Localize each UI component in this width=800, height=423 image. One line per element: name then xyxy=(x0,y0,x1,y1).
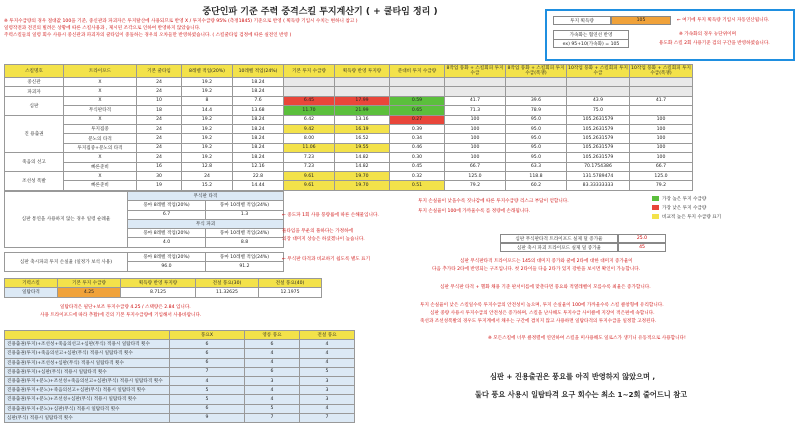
cell: 39.6 xyxy=(506,96,567,105)
cell: 66.7 xyxy=(630,162,693,171)
cell: 진용출권(투지)+조선성+심판(무식) 적용시 일탐타격 횟수 xyxy=(5,358,170,367)
cell: 43.9 xyxy=(567,96,630,105)
legend-item xyxy=(652,196,721,202)
cell: 0.34 xyxy=(390,134,445,143)
cell: 100 xyxy=(445,115,506,124)
col-header: 10작업 풍화 + 스킬회피 투지 수급(폭쟁) xyxy=(631,66,691,76)
cell: 63.3 xyxy=(506,162,567,171)
note-line: 일령작전과 전진의 빌려온 상황에 따른 스킬사용과 , 제시된 조각으로 인하여 반영하지 않았습니다. xyxy=(4,26,201,31)
col-header: 전설 풍요(30) xyxy=(196,279,259,288)
cool-table xyxy=(4,278,322,298)
cell: 19.2 xyxy=(182,78,233,87)
cell: 95.0 xyxy=(506,143,567,152)
sim2-note: ← 무식판 타격과 비교하기 쉽도록 별도 표기 xyxy=(282,257,371,262)
cell xyxy=(284,78,335,87)
cell: 24 xyxy=(137,87,182,96)
cell: 6 xyxy=(170,358,245,367)
col-header: 영롱 풍요 xyxy=(245,331,300,340)
col-header xyxy=(5,331,170,340)
sub-header: 무식 파괴 xyxy=(128,219,284,228)
cell: 24 xyxy=(137,143,182,152)
cell: 105.2631579 xyxy=(567,124,630,133)
cell xyxy=(506,78,567,87)
cell: 78.9 xyxy=(506,106,567,115)
cell: 6 xyxy=(245,367,300,376)
cell: 100 xyxy=(445,143,506,152)
cell: 100 xyxy=(445,124,506,133)
cell: 16.19 xyxy=(335,124,390,133)
col-header: 기력스킬 xyxy=(5,279,58,288)
cell: 13.68 xyxy=(233,106,284,115)
cell: 8 xyxy=(182,96,233,105)
sub-header: 풍마 8레벨 적업(20%) xyxy=(128,253,206,262)
right-note: 투지 손실율이 낮은 스킬일수록 투지수급의 안전성이 높으며, 투지 손실율이 100에 가까울수록 스킬 클창형에 유리합니다. xyxy=(420,303,664,308)
gain-arrow-note: ← 여기에 투지 획득량 기입시 자동연산됩니다. xyxy=(677,18,770,23)
col-header: 전설 풍요(40) xyxy=(259,279,322,288)
cell: 24 xyxy=(182,171,233,180)
right-note: 심판 무식판 타격 + 헬화 채용 기준 판서이를에 맞춘다면 풍요와 적열레벨이 모를수록 최율은 증가합니다. xyxy=(440,285,651,290)
cell: 66.7 xyxy=(445,162,506,171)
cell xyxy=(630,106,693,115)
cell: 4 xyxy=(300,349,355,358)
loss-label: 심판 통연을 사용하지 않는 경우 일령 순례율 xyxy=(5,192,128,248)
loss-value: 4.0 xyxy=(128,238,206,247)
cell: 19.70 xyxy=(335,181,390,190)
col-header: 8작업 풍화 + 스킬회피 투지 수급(폭쟁) xyxy=(507,66,565,76)
cell: 8.7125 xyxy=(121,288,196,297)
cell: 5 xyxy=(170,395,245,404)
page-title: 중단인파 기준 주력 중격스킬 투지계산기 ( + 쿨타임 정리 ) xyxy=(202,7,438,17)
cool-note: 사용 트라이포드에 따라 추활(에 긴의 기본 투지수급량에 기입해서 사용바랍니다. xyxy=(40,313,202,318)
cell: 4 xyxy=(170,376,245,385)
cell: 100 xyxy=(630,134,693,143)
loss-value: 6.7 xyxy=(128,210,206,219)
right-note: 심판 무식판타격 트라이포드는 145의 대미지 증가와 쿨에 2타에 대한 대미지 증가율이 xyxy=(460,259,633,264)
cell: 100 xyxy=(630,143,693,152)
cell: 95.0 xyxy=(506,153,567,162)
cell: 19.2 xyxy=(182,134,233,143)
cell xyxy=(284,87,335,96)
cell: 분노의 타격 xyxy=(64,134,137,143)
dmg-value-1: 25.0 xyxy=(618,234,666,243)
note-line: 주력스킬들의 일령 회수 사용시 중신관과 파괴자의 쿨타임이 중돌하는 경우의 오차들만 반영하였습니다. ( 스킬쿨타임 검정에 따른 실전인 반영 ) xyxy=(4,33,292,38)
cell: 79.2 xyxy=(445,181,506,190)
right-note: 다음 추가타 2타에 반영되는 구조입니다. 첫 2타이들 다음 2타가 있지 강한을 보시면 확인이 가능합니다. xyxy=(432,267,641,272)
cell xyxy=(445,78,506,87)
summary-line-2: 둘다 풍요 사용시 일탐타격 요구 회수는 최소 1~2회 줄어드니 참고 xyxy=(475,390,688,399)
right-note: 죽선과 조선성폭발의 경우도 투지계에서 채우는 구간에 겹치지 않고 사용하면 일탐타격의 투지수급을 일정할 고정된다. xyxy=(420,319,657,324)
cell: 70.1754386 xyxy=(567,162,630,171)
loss-label: 심판 축시파괴 투지 손실율 (일정가 보석 사용) xyxy=(5,253,128,272)
cell: 빠른준비 xyxy=(64,181,137,190)
cell: 24 xyxy=(137,115,182,124)
col-header: 8레벨 적업(20%) xyxy=(182,65,233,78)
cell: 4 xyxy=(245,395,300,404)
table-row xyxy=(5,171,693,180)
cell: 0.51 xyxy=(390,181,445,190)
cell: 진용출권(투지)+조선성+죽음의선고+심판(무식) 적용시 일탐타격 횟수 xyxy=(5,340,170,349)
loss-table xyxy=(4,191,284,248)
cell: 0.46 xyxy=(390,143,445,152)
cell: 18.24 xyxy=(233,124,284,133)
gain-label: 투지 획득량 xyxy=(553,16,611,25)
table-row xyxy=(5,376,355,385)
cell: 9 xyxy=(170,413,245,422)
cell: 투지집중+분노의 타격 xyxy=(64,143,137,152)
cell xyxy=(390,87,445,96)
skill-name: 조선성 폭발 xyxy=(5,171,64,190)
loss-value: 91.2 xyxy=(206,262,284,271)
table-row xyxy=(5,87,693,96)
cell: 41.7 xyxy=(445,96,506,105)
legend-label: 비교적 높은 투지 수급량 표기 xyxy=(662,215,722,220)
cell: 일탐타격 xyxy=(5,288,58,297)
cell: 12.8 xyxy=(182,162,233,171)
col-header: 기본 투지 수급량 xyxy=(284,65,335,78)
cell: 3 xyxy=(245,376,300,385)
right-note: ※ 모든스킬에 너무 클정렬에 연연하여 스킬을 미사용해도 일로스가 생기니 유동적으로 사용합니다! xyxy=(488,336,686,341)
table-header-row xyxy=(5,65,693,78)
cell: 9.61 xyxy=(284,181,335,190)
cell: 95.0 xyxy=(506,115,567,124)
cell: 7.23 xyxy=(284,153,335,162)
skill-name: 심판 xyxy=(5,96,64,115)
cell: 11.32625 xyxy=(196,288,259,297)
cell: 18.24 xyxy=(233,134,284,143)
cell: 24 xyxy=(137,124,182,133)
cell: 17.99 xyxy=(335,96,390,105)
input-panel xyxy=(545,9,795,61)
dmg-label-1: 심판 무식판타격 트라이포드 실제 딜 증가율 xyxy=(500,234,618,243)
cell: 125.0 xyxy=(630,171,693,180)
cell: X xyxy=(64,171,137,180)
cell: 3 xyxy=(300,386,355,395)
table-row xyxy=(5,349,355,358)
table-row xyxy=(5,386,355,395)
cell: 11.06 xyxy=(284,143,335,152)
cell xyxy=(630,78,693,87)
cell xyxy=(335,87,390,96)
cell: 24 xyxy=(137,134,182,143)
cell xyxy=(506,87,567,96)
cell: 18.24 xyxy=(233,78,284,87)
cell xyxy=(567,87,630,96)
skill-table xyxy=(4,64,693,191)
cell: 심판(무식) 적용시 일탐타격 횟수 xyxy=(5,413,170,422)
table-row xyxy=(5,340,355,349)
table-row xyxy=(5,367,355,376)
cell xyxy=(567,78,630,87)
cell xyxy=(630,87,693,96)
cell: 18 xyxy=(137,106,182,115)
cell: 71.3 xyxy=(445,106,506,115)
legend-label: 가장 낮은 투지 수급량 xyxy=(662,206,707,211)
cell: 6 xyxy=(170,340,245,349)
col-header: 분대비 투지 수급량 xyxy=(390,65,445,78)
cell: 진용출권(투지)+죽음의선고+심판(무식) 적용시 일탐타격 횟수 xyxy=(5,349,170,358)
col-header: 10작업 풍화 + 스킬회피 투지 수급 xyxy=(568,66,628,76)
calc-formula: ex) 95+10(가속화) = 105 xyxy=(553,39,629,48)
cell: 95.0 xyxy=(506,134,567,143)
table-row xyxy=(5,78,693,87)
sub-header: 풍마 10레벨 적업(24%) xyxy=(206,253,284,262)
table-row xyxy=(5,106,693,115)
cell: 6.42 xyxy=(284,115,335,124)
table-row xyxy=(5,134,693,143)
table-row xyxy=(5,395,355,404)
cell: 진용출권(투지)+심판(무식) 적용시 일탐타격 횟수 xyxy=(5,367,170,376)
cell: 100 xyxy=(630,153,693,162)
cell: 무식판타격 xyxy=(64,106,137,115)
sub-header: 풍마 8레벨 적업(20%) xyxy=(128,229,206,238)
cell: 4 xyxy=(245,386,300,395)
table-row xyxy=(5,96,693,105)
legend-swatch xyxy=(652,205,659,210)
col-header: 10레벨 적업(24%) xyxy=(233,65,284,78)
cell xyxy=(445,87,506,96)
cell: 18.24 xyxy=(233,153,284,162)
cell: 18.24 xyxy=(233,87,284,96)
cell: 18.24 xyxy=(233,143,284,152)
cell: 진용출권(투지+분노)+심판(무식) 적용시 일탐타격 횟수 xyxy=(5,404,170,413)
cell xyxy=(335,78,390,87)
cell: 빠른준비 xyxy=(64,162,137,171)
cell: 105.2631579 xyxy=(567,153,630,162)
legend-item xyxy=(652,214,721,220)
cell: 100 xyxy=(445,134,506,143)
cell: 19.70 xyxy=(335,171,390,180)
cell: 0.30 xyxy=(390,153,445,162)
cell: 105.2631579 xyxy=(567,134,630,143)
note-line: ※ 투지수급량의 경우 절대값 100을 기준, 중신관과 파괴자은 투지탈산에 사용되므로 반영 X / 투지수급량 95% (측정1845) 기준으로 반영 ( 획득량 기입시 수치는 변하니 참고 ) xyxy=(4,19,358,24)
legend-item xyxy=(652,205,721,211)
col-header: 기본 투지 수급량 xyxy=(58,279,121,288)
skill-name: 죽음의 선고 xyxy=(5,153,64,172)
cell: 3 xyxy=(300,395,355,404)
notes xyxy=(4,18,394,39)
loss-value: 8.8 xyxy=(206,238,284,247)
cell: 60.2 xyxy=(506,181,567,190)
cell: 131.5789474 xyxy=(567,171,630,180)
cell: 14.44 xyxy=(233,181,284,190)
dmg-value-2: 45 xyxy=(618,243,666,252)
summary-line-1: 심판 + 진용출권은 풍요를 아직 반영하지 않았으며 , xyxy=(490,372,656,381)
cell: X xyxy=(64,115,137,124)
cell: 79.2 xyxy=(630,181,693,190)
cell: 19.55 xyxy=(335,143,390,152)
col-header: 8작업 풍화 + 스킬회피 투지 수급 xyxy=(446,66,504,76)
cell: 5 xyxy=(245,404,300,413)
cell: 19 xyxy=(137,181,182,190)
cell: 95.0 xyxy=(506,124,567,133)
cell: 24 xyxy=(137,153,182,162)
cell: 4 xyxy=(300,358,355,367)
table-row xyxy=(5,153,693,162)
cell: 진용출권(투지+분노)+조선성+죽음의선고+심판(무식) 적용시 일탐타격 횟수 xyxy=(5,376,170,385)
cell: 11.70 xyxy=(284,106,335,115)
cell: 12.1975 xyxy=(259,288,322,297)
col-header: 기본 쿨타임 xyxy=(137,65,182,78)
loss-value: 1.3 xyxy=(206,210,284,219)
legend xyxy=(652,196,721,220)
cell: 14.82 xyxy=(335,153,390,162)
table-row xyxy=(5,162,693,171)
right-note: 투지 손실율이 100에 가까울수록 를 정량에 손래됩니다. xyxy=(418,209,531,214)
cell: 18.24 xyxy=(233,115,284,124)
table-row xyxy=(5,404,355,413)
table-row xyxy=(5,115,693,124)
count-table xyxy=(4,330,355,423)
cell: 4 xyxy=(300,340,355,349)
cell: 41.7 xyxy=(630,96,693,105)
cell: 파괴자 xyxy=(5,87,64,96)
sub-header: 풍마 10레벨 적업(24%) xyxy=(206,201,284,210)
cell: 105.2631579 xyxy=(567,115,630,124)
skill-name: 진 용출권 xyxy=(5,115,64,153)
dmg-label-2: 심판 축시 파괴 트라이포드 실제 딜 증가율 xyxy=(500,243,618,252)
cell: 7.6 xyxy=(233,96,284,105)
cell: 진용출권(투지+분노)+죽음의선고+심판(무식) 적용시 일탐타격 횟수 xyxy=(5,386,170,395)
cell: 0.65 xyxy=(390,106,445,115)
cell: 진용출권(투지+분노)+조선성+심판(무식) 적용시 일탐타격 횟수 xyxy=(5,395,170,404)
sim-note: 의장 대미지 상승은 하셨겠나이 높습니다. xyxy=(282,237,365,242)
legend-label: 가장 높은 투지 수급량 xyxy=(662,197,707,202)
cell: 19.2 xyxy=(182,115,233,124)
cell xyxy=(390,78,445,87)
cell: 6 xyxy=(170,404,245,413)
cell: 16 xyxy=(137,162,182,171)
right-note: 투지 손실율이 낮을수록 짓나감에 따른 투지수급량 리스크 부담이 얻합니다. xyxy=(418,199,569,204)
cell: 12.16 xyxy=(233,162,284,171)
cell: 16.52 xyxy=(335,134,390,143)
cell: 5 xyxy=(170,386,245,395)
cell: 0.27 xyxy=(390,115,445,124)
cell: 6 xyxy=(245,340,300,349)
cell: 100 xyxy=(630,115,693,124)
sub-header: 풍마 10레벨 적업(24%) xyxy=(206,229,284,238)
cell: 15.2 xyxy=(182,181,233,190)
sim-note: ← 중도파 1회 사용 풍량률에 따른 손해물입니다. xyxy=(282,213,379,218)
legend-swatch xyxy=(652,214,659,219)
cell: X xyxy=(64,96,137,105)
calc-label: 가속화는 협연선 반영 xyxy=(553,30,629,39)
cell: 125.0 xyxy=(445,171,506,180)
cell: 5 xyxy=(300,367,355,376)
table-row xyxy=(5,143,693,152)
cell: 7.23 xyxy=(284,162,335,171)
cell: 14.4 xyxy=(182,106,233,115)
cell: X xyxy=(64,153,137,162)
cell: 4 xyxy=(300,404,355,413)
cell: 19.2 xyxy=(182,87,233,96)
table-row xyxy=(5,124,693,133)
cell: 9.42 xyxy=(284,124,335,133)
loss-value: 96.0 xyxy=(128,262,206,271)
cell: 7 xyxy=(170,367,245,376)
cell: 0.32 xyxy=(390,171,445,180)
col-header: 스킬명호 xyxy=(5,65,64,78)
cell: X xyxy=(64,87,137,96)
cell: 105.2631579 xyxy=(567,143,630,152)
legend-swatch xyxy=(652,196,659,201)
cell: 100 xyxy=(630,124,693,133)
cell: 투지집중 xyxy=(64,124,137,133)
col-header: 풍요X xyxy=(170,331,245,340)
cell: 30 xyxy=(137,171,182,180)
cell: 83.33333333 xyxy=(567,181,630,190)
cell: 22.8 xyxy=(233,171,284,180)
cell: 19.2 xyxy=(182,124,233,133)
cell: 7 xyxy=(300,413,355,422)
cell: 9.61 xyxy=(284,171,335,180)
cell: 21.99 xyxy=(335,106,390,115)
cool-note: 일탐타격은 필단+보조 투지수급량 4.25 / 스택량은 2.84 입니다. xyxy=(60,305,191,310)
cell: 8.00 xyxy=(284,134,335,143)
cell: 0.39 xyxy=(390,124,445,133)
table-row xyxy=(5,358,355,367)
cell: 19.2 xyxy=(182,143,233,152)
accel-note-2: 용도화 스킬 2회 사용기준 검의 구간을 반영하였습니다. xyxy=(659,41,770,46)
right-note: 심판 중량 사용시 투지수급의 안전성은 증가하며, 스킬을 난사해도 투지수급 사이클에 지장이 적은편에 속합니다. xyxy=(430,311,655,316)
cell: 6.45 xyxy=(284,96,335,105)
cell: 10 xyxy=(137,96,182,105)
cell: 0.45 xyxy=(390,162,445,171)
cell: 6 xyxy=(170,349,245,358)
cell: X xyxy=(64,78,137,87)
loss-table-2 xyxy=(4,252,284,272)
col-header: 획득량 반영 투지량 xyxy=(121,279,196,288)
cell: 중신관 xyxy=(5,78,64,87)
gain-input[interactable]: 105 xyxy=(611,16,671,25)
sim-note: 풀타임을 무운의 풀하다는 가정하에 xyxy=(282,229,353,234)
cell: 3 xyxy=(300,376,355,385)
cell[interactable]: 4.25 xyxy=(58,288,121,297)
cell: 19.2 xyxy=(182,153,233,162)
cell: 7 xyxy=(245,413,300,422)
cell: 118.8 xyxy=(506,171,567,180)
col-header: 획득량 반영 투지량 xyxy=(335,65,390,78)
cell: 14.82 xyxy=(335,162,390,171)
sub-header: 무식판 타격 xyxy=(128,192,284,201)
cell: 24 xyxy=(137,78,182,87)
cell: 13.16 xyxy=(335,115,390,124)
cell: 0.59 xyxy=(390,96,445,105)
sub-header: 풍마 8레벨 적업(20%) xyxy=(128,201,206,210)
cell: 75.0 xyxy=(567,106,630,115)
table-row xyxy=(5,181,693,190)
accel-note: ※ 가속화의 경우 뉴단위이며 xyxy=(679,32,737,37)
col-header: 전설 풍요 xyxy=(300,331,355,340)
cell: 100 xyxy=(445,153,506,162)
col-header: 트라이포드 xyxy=(64,65,137,78)
cell: 4 xyxy=(245,349,300,358)
cell: 4 xyxy=(245,358,300,367)
